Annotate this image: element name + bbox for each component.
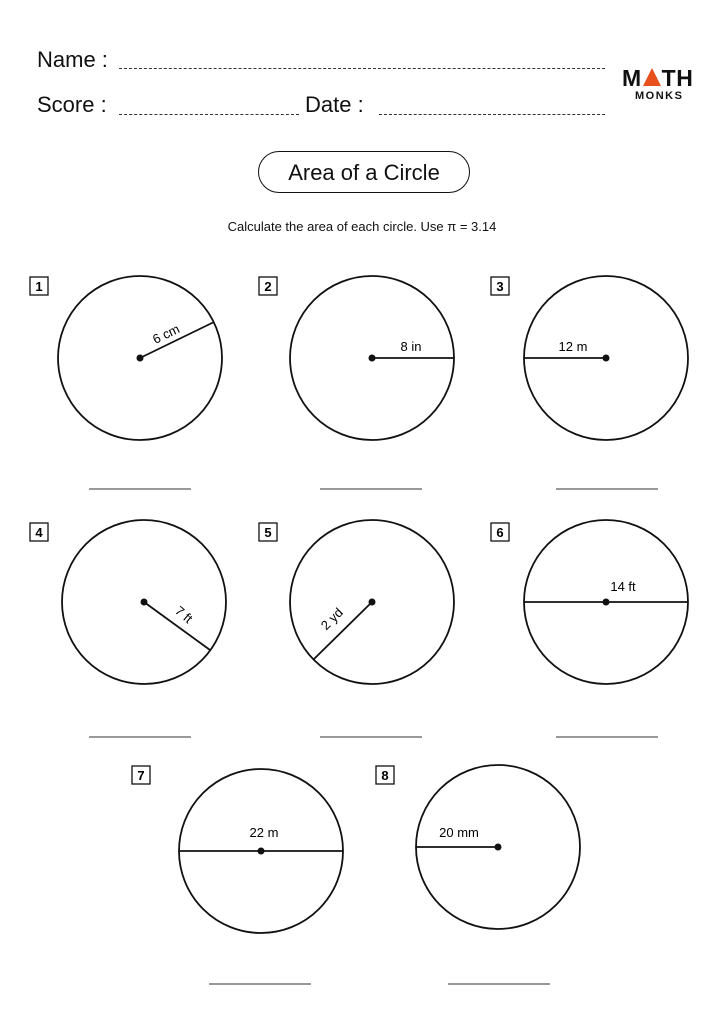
center-dot <box>137 355 144 362</box>
center-dot <box>495 844 502 851</box>
center-dot <box>603 355 610 362</box>
problem-number: 6 <box>496 525 504 540</box>
name-label: Name : <box>37 47 108 72</box>
logo-th: TH <box>661 65 694 91</box>
problem-7 <box>132 766 343 984</box>
logo-monks: MONKS <box>635 90 684 102</box>
problem-4 <box>30 520 226 737</box>
problem-number: 4 <box>35 525 43 540</box>
radius-segment <box>314 602 372 659</box>
problem-2 <box>259 276 454 489</box>
radius-label: 6 cm <box>150 321 182 347</box>
logo-m: M <box>622 65 642 91</box>
instructions: Calculate the area of each circle. Use π = 3.14 <box>227 219 497 234</box>
score-label: Score : <box>37 92 107 117</box>
radius-label: 12 m <box>558 339 588 354</box>
radius-label: 2 yd <box>317 604 346 633</box>
radius-label: 20 mm <box>439 825 479 840</box>
problem-3 <box>491 276 688 489</box>
problem-6 <box>491 520 688 737</box>
problem-8 <box>376 765 580 984</box>
diameter-label: 22 m <box>249 825 279 840</box>
date-label: Date : <box>305 92 364 117</box>
diameter-label: 14 ft <box>610 579 636 594</box>
problem-1 <box>30 276 222 489</box>
problem-number: 7 <box>137 768 145 783</box>
center-dot <box>369 355 376 362</box>
problem-number: 2 <box>264 279 272 294</box>
problem-number: 3 <box>496 279 504 294</box>
center-dot <box>258 848 265 855</box>
problem-number: 1 <box>35 279 43 294</box>
radius-label: 8 in <box>400 339 422 354</box>
problem-number: 5 <box>264 525 272 540</box>
problem-number: 8 <box>381 768 389 783</box>
page-title: Area of a Circle <box>258 151 470 193</box>
center-dot <box>369 599 376 606</box>
problem-5 <box>259 520 454 737</box>
center-dot <box>141 599 148 606</box>
radius-label: 7 ft <box>172 602 196 627</box>
center-dot <box>603 599 610 606</box>
